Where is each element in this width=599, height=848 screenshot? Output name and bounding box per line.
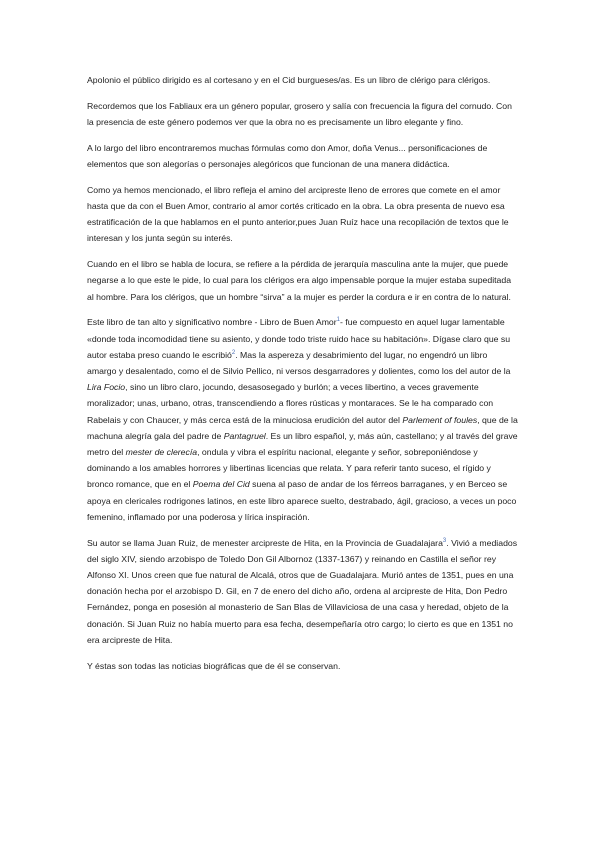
footnote-ref-1[interactable]: 1	[336, 317, 340, 324]
text-run: Su autor se llama Juan Ruiz, de menester arcipreste de Hita, en la Provincia de Guadalajara	[87, 537, 443, 548]
text-run: , sino un libro claro, jocundo, desasosegado y burlón; a veces libertino, a veces gravemente moralizador; unas, urbano, otras, transcendiendo a flores rústicas y montaraces. Se le ha comparado con Rabelais y con Chaucer, y más cerca está de la minuciosa erudición del autor del	[87, 382, 494, 425]
paragraph-6	[87, 314, 519, 525]
text-run: . Mas la aspereza y desabrimiento del lugar, no engendró un libro amargo y desalentado, como el de Silvio Pellico, ni versos desgarradores y dolientes, como los del autor de la	[87, 349, 511, 377]
text-run: Cuando en el libro se habla de locura, se refiere a la pérdida de jerarquía masculina ante la mujer, que puede negarse a lo que este le pide, lo cual para los clérigos era algo impensable porque la mujer estaba supeditada al hombre. Para los clérigos, que un hombre “sirva” a la mujer es perder la cordura e ir en contra de lo natural.	[87, 259, 512, 302]
italic-title: Lira Focio	[87, 382, 126, 393]
paragraph-5	[87, 256, 519, 305]
italic-title: Poema del Cid	[192, 479, 250, 490]
italic-title: Pantagruel	[223, 430, 266, 441]
text-run: Este libro de tan alto y significativo nombre - Libro de Buen Amor	[87, 317, 337, 328]
italic-title: Parlement of foules	[402, 414, 478, 425]
text-run: , que de la machuna alegría gala del padre de	[87, 414, 518, 441]
text-run: A lo largo del libro encontraremos muchas fórmulas como don Amor, doña Venus... personificaciones de elementos que son alegorías o personajes alegóricos que funcionan de una manera didáctica.	[87, 142, 488, 169]
text-run: Recordemos que los Fabliaux era un género popular, grosero y salía con frecuencia la figura del cornudo. Con la presencia de este género podemos ver que la obra no es precisamente un libro elegante y fino.	[87, 100, 512, 127]
text-run: suena al paso de andar de los férreos barraganes, y en Berceo se apoya en clericales rodrigones latinos, en este libro aparece suelto, destrabado, ágil, gracioso, a veces un poco femenino, inflamado por una poderosa y lírica inspiración.	[87, 479, 517, 522]
paragraph-4	[87, 182, 519, 247]
paragraph-7	[87, 535, 519, 648]
text-run: . Vivió a mediados del siglo XIV, siendo arzobispo de Toledo Don Gil Albornoz (1337-1367) y reinando en Castilla el señor rey Alfonso XI. Unos creen que fue natural de Alcalá, otros que de Guadalajara. Murió antes de 1351, pues en una donación hecha por el arzobispo D. Gil, en 7 de enero del dicho año, ordena al arcipreste de Hita, Don Pedro Fernández, ponga en posesión al monasterio de San Blas de Villaviciosa de una casa y heredad, objeto de la donación. Si Juan Ruiz no había muerto para esa fecha, desempeñaría otro cargo; lo cierto es que en 1351 no era arcipreste de Hita.	[87, 537, 518, 645]
footnote-ref-2[interactable]: 2	[231, 349, 236, 356]
text-run: . Es un libro español, y, más aún, castellano; y al través del grave metro del	[87, 430, 518, 458]
text-run: Apolonio el público dirigido es al cortesano y en el Cid burgueses/as. Es un libro de clérigo para clérigos.	[87, 75, 491, 85]
text-run: Y éstas son todas las noticias biográficas que de él se conservan.	[87, 660, 341, 671]
paragraph-2	[87, 98, 519, 130]
footnote-ref-3[interactable]: 3	[442, 537, 447, 544]
text-run: Como ya hemos mencionado, el libro refleja el amino del arcipreste lleno de errores que comete en el amor hasta que da con el Buen Amor, contrario al amor cortés criticado en la obra. La obra presenta de nuevo esa estratificación de la que hablamos en el punto anterior,pues Juan Ruíz hace una recopilación de textos que le interesan y los junta según su interés.	[87, 184, 509, 244]
text-run: - fue compuesto en aquel lugar lamentable «donde toda incomodidad tiene su asiento, y donde todo triste ruido hace su habitación». Dígase claro que su autor estaba preso cuando le escribió	[87, 317, 511, 360]
italic-title: mester de clerecía	[125, 447, 198, 458]
paragraph-8	[87, 658, 519, 674]
paragraph-3	[87, 140, 519, 172]
document-page	[87, 72, 519, 683]
text-run: , ondula y vibra el espíritu nacional, elegante y señor, sobreponiéndose y dominando a los amables horrores y libertinas licencias que relata. Y para referir tanto suceso, el rígido y bronco romance, que en el	[87, 447, 491, 490]
paragraph-1	[87, 72, 519, 88]
